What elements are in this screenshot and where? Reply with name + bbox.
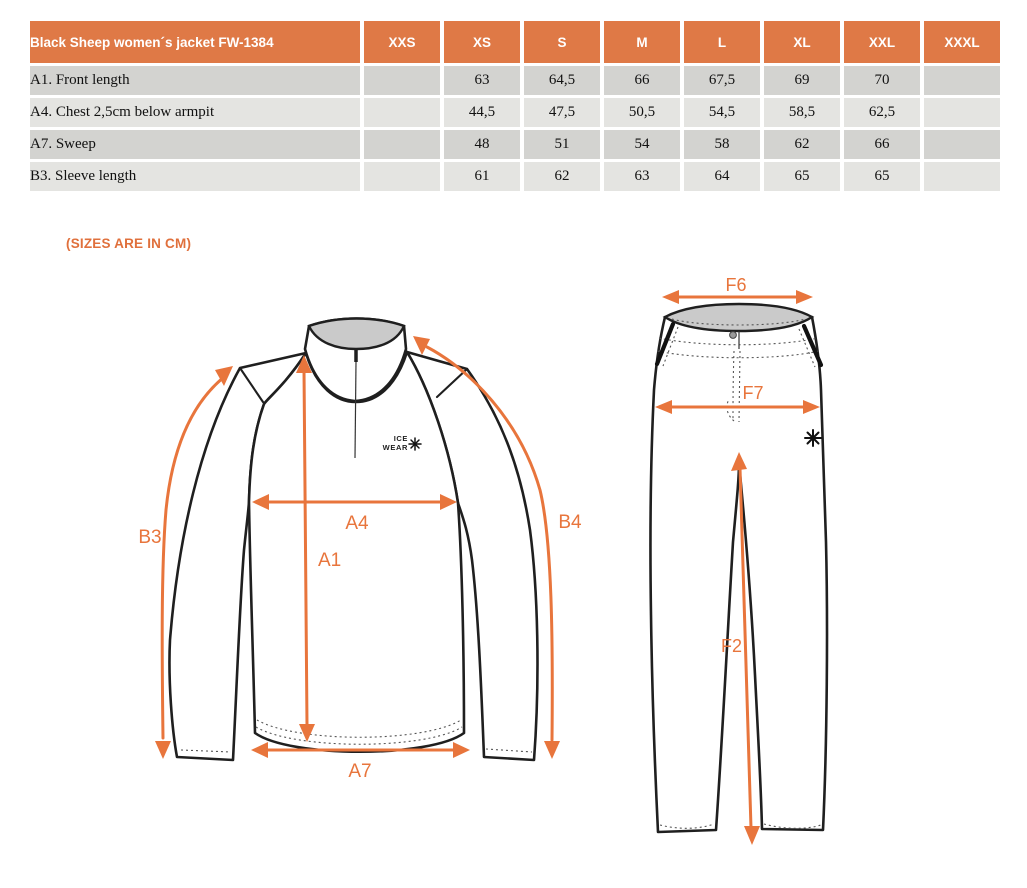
size-value-cell: 69 xyxy=(764,66,840,95)
size-value-cell: 64 xyxy=(684,162,760,191)
size-value-cell: 48 xyxy=(444,130,520,159)
size-value-cell: 63 xyxy=(604,162,680,191)
pants-button xyxy=(730,332,737,339)
size-value-cell: 64,5 xyxy=(524,66,600,95)
snowflake-icon xyxy=(805,430,821,446)
col-header-xxxl: XXXL xyxy=(924,21,1000,63)
b4-measure-label: B4 xyxy=(558,512,582,533)
size-value-cell: 44,5 xyxy=(444,98,520,127)
col-header-l: L xyxy=(684,21,760,63)
size-value-cell: 54 xyxy=(604,130,680,159)
pants-waist-opening xyxy=(665,304,812,331)
size-value-cell: 62 xyxy=(524,162,600,191)
size-value-cell: 61 xyxy=(444,162,520,191)
size-value-cell xyxy=(924,162,1000,191)
size-value-cell xyxy=(924,66,1000,95)
table-row xyxy=(30,162,1000,191)
icewear-logo-line1: ICE xyxy=(393,434,408,443)
table-row xyxy=(30,98,1000,127)
row-label: B3. Sleeve length xyxy=(30,162,360,191)
row-label: A7. Sweep xyxy=(30,130,360,159)
size-value-cell xyxy=(364,130,440,159)
size-value-cell: 70 xyxy=(844,66,920,95)
pants-diagram xyxy=(630,268,862,858)
table-title: Black Sheep women´s jacket FW-1384 xyxy=(30,21,360,63)
size-value-cell: 65 xyxy=(844,162,920,191)
col-header-xl: XL xyxy=(764,21,840,63)
row-label: A1. Front length xyxy=(30,66,360,95)
size-table xyxy=(26,18,1004,194)
size-value-cell: 67,5 xyxy=(684,66,760,95)
size-value-cell xyxy=(364,66,440,95)
jacket-body xyxy=(249,352,464,752)
a1-measure-label: A1 xyxy=(318,550,342,571)
b3-measure-label: B3 xyxy=(138,527,162,548)
table-row xyxy=(30,66,1000,95)
size-value-cell: 50,5 xyxy=(604,98,680,127)
f6-measure-label: F6 xyxy=(725,275,747,295)
size-value-cell: 65 xyxy=(764,162,840,191)
col-header-m: M xyxy=(604,21,680,63)
col-header-s: S xyxy=(524,21,600,63)
size-value-cell: 58,5 xyxy=(764,98,840,127)
f2-measure-label: F2 xyxy=(720,636,742,656)
icewear-logo-line2: WEAR xyxy=(382,443,408,452)
size-value-cell: 51 xyxy=(524,130,600,159)
pants-body xyxy=(650,317,827,832)
size-value-cell: 66 xyxy=(604,66,680,95)
row-label: A4. Chest 2,5cm below armpit xyxy=(30,98,360,127)
size-value-cell xyxy=(364,162,440,191)
size-value-cell xyxy=(924,130,1000,159)
jacket-diagram xyxy=(130,275,590,810)
size-value-cell: 58 xyxy=(684,130,760,159)
size-value-cell xyxy=(924,98,1000,127)
size-value-cell xyxy=(364,98,440,127)
snowflake-icon xyxy=(409,438,421,450)
table-header-row xyxy=(30,21,1000,63)
size-value-cell: 62 xyxy=(764,130,840,159)
size-value-cell: 66 xyxy=(844,130,920,159)
f7-measure-label: F7 xyxy=(742,383,764,403)
table-row xyxy=(30,130,1000,159)
col-header-xxs: XXS xyxy=(364,21,440,63)
size-value-cell: 63 xyxy=(444,66,520,95)
a4-measure-label: A4 xyxy=(345,513,369,534)
sizes-unit-note: (SIZES ARE IN CM) xyxy=(66,236,192,251)
a7-measure-label: A7 xyxy=(348,761,372,782)
size-value-cell: 47,5 xyxy=(524,98,600,127)
size-value-cell: 54,5 xyxy=(684,98,760,127)
col-header-xs: XS xyxy=(444,21,520,63)
size-value-cell: 62,5 xyxy=(844,98,920,127)
col-header-xxl: XXL xyxy=(844,21,920,63)
